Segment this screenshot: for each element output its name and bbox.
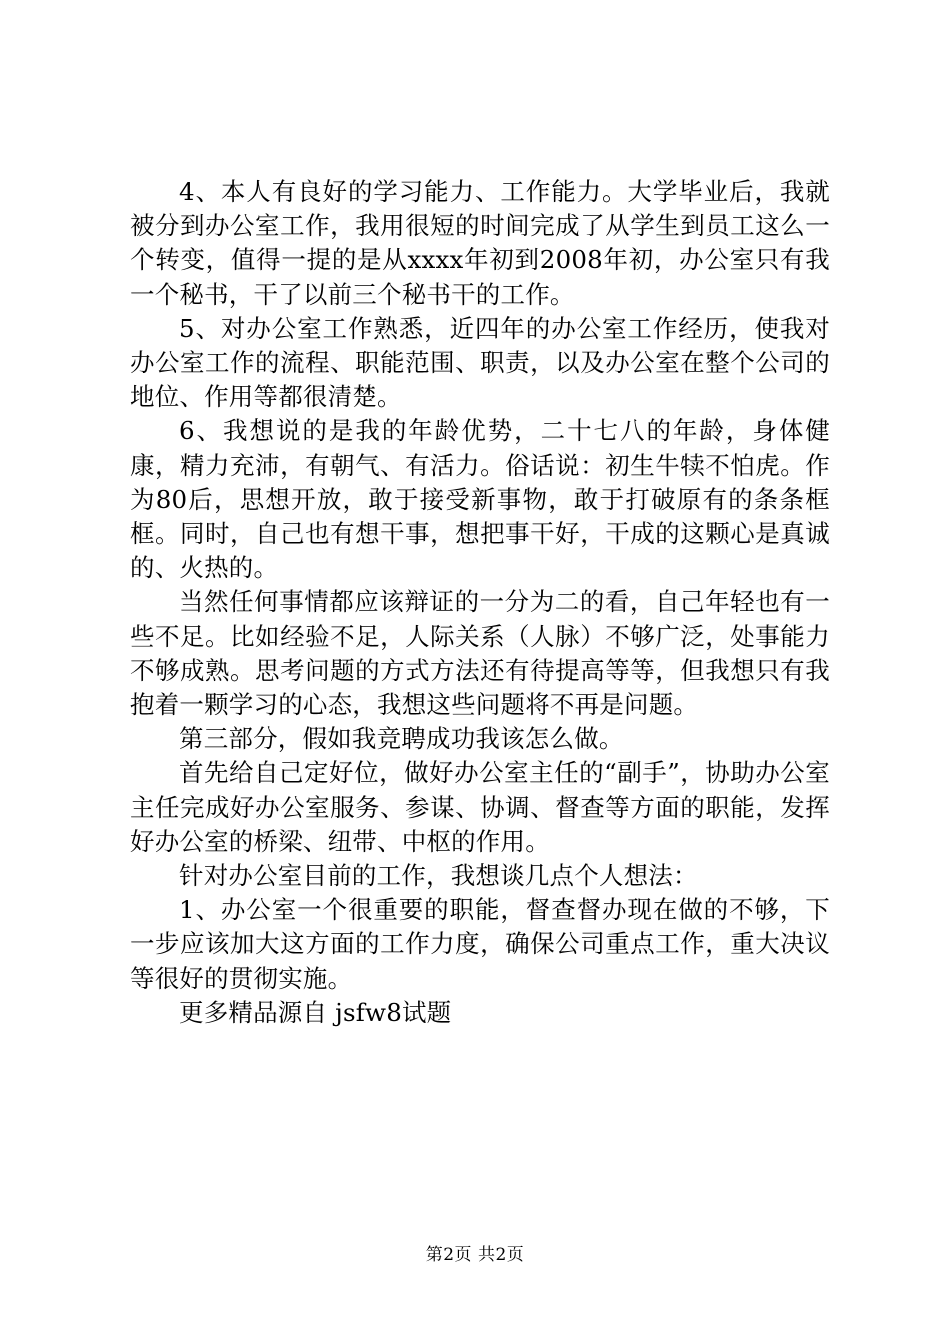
page-number-footer: 第2页 共2页 xyxy=(425,1245,525,1265)
paragraph-shortcomings: 当然任何事情都应该辩证的一分为二的看，自己年轻也有一些不足。比如经验不足，人际关系（人脉）不够广泛，处事能力不够成熟。思考问题的方式方法还有待提高等等，但我想只有我抱着一颗学习的心态，我想这些问题将不再是问题。 xyxy=(130,587,830,720)
paragraph-source-note: 更多精品源自 jsfw8试题 xyxy=(179,997,452,1027)
paragraph-age-advantage: 6、我想说的是我的年龄优势，二十七八的年龄，身体健康，精力充沛，有朝气、有活力。俗话说：初生牛犊不怕虎。作为80后，思想开放，敢于接受新事物，敢于打破原有的条条框框。同时，自己也有想干事，想把事干好，干成的这颗心是真诚的、火热的。 xyxy=(130,416,830,583)
paragraph-ability: 4、本人有良好的学习能力、工作能力。大学毕业后，我就被分到办公室工作，我用很短的时间完成了从学生到员工这么一个转变，值得一提的是从xxxx年初到2008年初，办公室只有我一个秘书，干了以前三个秘书干的工作。 xyxy=(130,177,830,309)
paragraph-familiarity: 5、对办公室工作熟悉，近四年的办公室工作经历，使我对办公室工作的流程、职能范围、职责，以及办公室在整个公司的地位、作用等都很清楚。 xyxy=(130,313,830,412)
paragraph-idea-1: 1、办公室一个很重要的职能，督查督办现在做的不够，下一步应该加大这方面的工作力度，确保公司重点工作，重大决议等很好的贯彻实施。 xyxy=(130,895,830,993)
paragraph-ideas-intro: 针对办公室目前的工作，我想谈几点个人想法： xyxy=(179,861,698,891)
paragraph-section-three-heading: 第三部分，假如我竞聘成功我该怎么做。 xyxy=(179,724,624,754)
document-body xyxy=(130,175,830,1030)
paragraph-positioning: 首先给自己定好位，做好办公室主任的“副手”，协助办公室主任完成好办公室服务、参谋、协调、督查等方面的职能，发挥好办公室的桥梁、纽带、中枢的作用。 xyxy=(130,758,830,856)
